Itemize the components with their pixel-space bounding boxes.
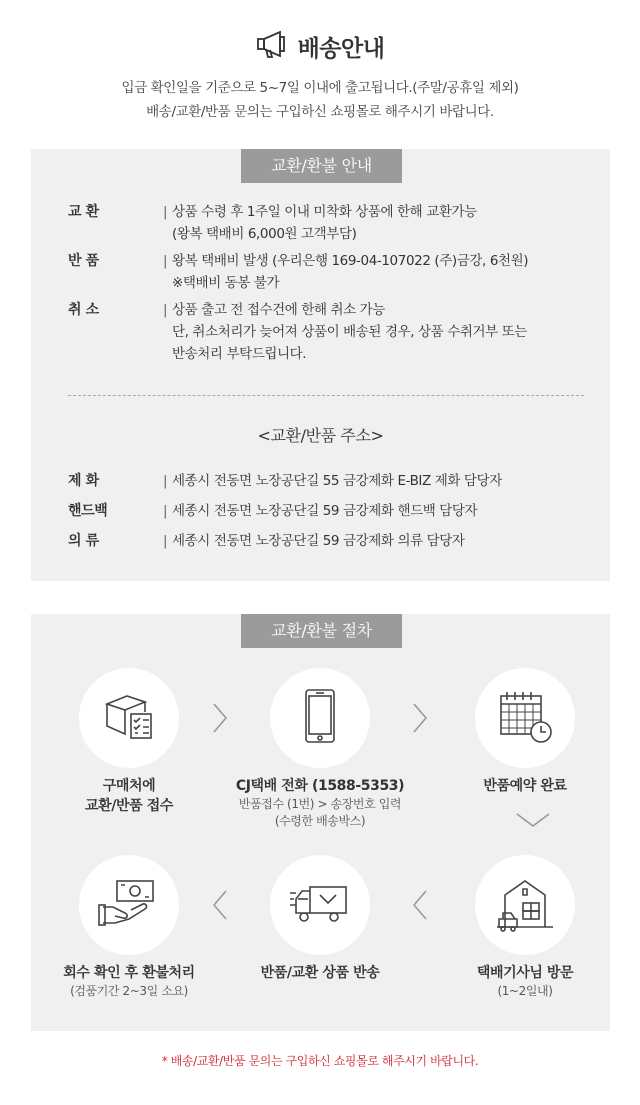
step-label: 택배기사님 방문 — [476, 965, 574, 981]
step-label: 교환/반품 접수 — [85, 798, 173, 814]
separator: | — [163, 204, 168, 220]
address-value: 세종시 전동면 노장공단길 59 금강제화 의류 담당자 — [172, 533, 465, 549]
step-label: 회수 확인 후 환불처리 — [63, 965, 195, 981]
policy-key: 반 품 — [68, 253, 99, 269]
step-6 — [49, 855, 209, 1000]
intro-text — [0, 76, 640, 124]
policy-line: 단, 취소처리가 늦어져 상품이 배송된 경우, 상품 수취거부 또는 — [172, 324, 527, 340]
policy-key: 교 환 — [68, 204, 99, 220]
step-circle — [475, 668, 575, 768]
step-2 — [225, 668, 415, 830]
policy-key: 취 소 — [68, 302, 99, 318]
policy-value — [168, 201, 588, 245]
megaphone-icon — [256, 29, 290, 63]
step-circle — [79, 855, 179, 955]
policy-value — [168, 299, 588, 365]
policy-line: ※택배비 동봉 불가 — [172, 275, 280, 291]
address-row-handbag — [68, 500, 588, 522]
intro-line-2: 배송/교환/반품 문의는 구입하신 쇼핑몰로 해주시기 바랍니다. — [146, 104, 494, 120]
address-value: 세종시 전동면 노장공단길 59 금강제화 핸드백 담당자 — [172, 503, 478, 519]
chevron-right-icon — [408, 698, 432, 738]
policy-value — [168, 250, 588, 294]
policy-row-return — [68, 250, 588, 294]
step-circle — [79, 668, 179, 768]
separator: | — [163, 533, 168, 549]
policy-list — [68, 201, 588, 370]
footnote: * 배송/교환/반품 문의는 구입하신 쇼핑몰로 해주시기 바랍니다. — [161, 1054, 479, 1068]
policy-line: 왕복 택배비 발생 (우리은행 169-04-107022 (주)금강, 6천원) — [172, 253, 529, 269]
address-value: 세종시 전동면 노장공단길 55 금강제화 E-BIZ 제화 담당자 — [172, 473, 502, 489]
policy-row-cancel — [68, 299, 588, 365]
page-title: 배송안내 — [297, 35, 385, 62]
step-circle — [270, 855, 370, 955]
address-title: <교환/반품 주소> — [257, 426, 384, 445]
step-label: 구매처에 — [102, 778, 156, 794]
separator: | — [163, 302, 168, 318]
dashed-divider — [68, 395, 584, 396]
separator: | — [163, 473, 168, 489]
chevron-left-icon — [208, 885, 232, 925]
step-label: 반품/교환 상품 반송 — [260, 965, 380, 981]
chevron-down-icon — [513, 808, 553, 832]
address-list — [68, 470, 588, 560]
step-circle — [475, 855, 575, 955]
refund-money-icon — [97, 871, 161, 939]
step-sub: (수령한 배송박스) — [274, 814, 366, 828]
policy-line: 반송처리 부탁드립니다. — [172, 346, 307, 362]
procedure-panel — [31, 614, 610, 1031]
exchange-info-tab: 교환/환불 안내 — [241, 149, 402, 183]
address-key: 제 화 — [68, 473, 99, 489]
step-3 — [455, 668, 595, 796]
chevron-left-icon — [408, 885, 432, 925]
address-row-shoes — [68, 470, 588, 492]
policy-line: (왕복 택배비 6,000원 고객부담) — [172, 226, 357, 242]
step-label: CJ택배 전화 (1588-5353) — [235, 778, 405, 794]
policy-line: 상품 수령 후 1주일 이내 미착화 상품에 한해 교환가능 — [172, 204, 477, 220]
delivery-truck-icon — [288, 871, 352, 939]
title-row — [0, 28, 640, 64]
address-key: 핸드백 — [68, 503, 108, 519]
procedure-tab: 교환/환불 절차 — [241, 614, 402, 648]
box-checklist-icon — [97, 684, 161, 752]
shipping-header — [0, 28, 640, 124]
separator: | — [163, 253, 168, 269]
step-sub: (1~2일내) — [497, 984, 553, 998]
separator: | — [163, 503, 168, 519]
intro-line-1: 입금 확인일을 기준으로 5~7일 이내에 출고됩니다.(주말/공휴일 제외) — [121, 80, 519, 96]
step-sub: (검품기간 2~3일 소요) — [70, 984, 188, 998]
step-label: 반품예약 완료 — [483, 778, 567, 794]
step-circle — [270, 668, 370, 768]
address-key: 의 류 — [68, 533, 99, 549]
step-1 — [59, 668, 199, 816]
policy-row-exchange — [68, 201, 588, 245]
step-5 — [245, 855, 395, 983]
smartphone-icon — [288, 684, 352, 752]
delivery-warehouse-icon — [493, 871, 557, 939]
address-row-clothing — [68, 530, 588, 552]
step-sub: 반품접수 (1번) > 송장번호 입력 — [238, 797, 402, 811]
policy-line: 상품 출고 전 접수건에 한해 취소 가능 — [172, 302, 385, 318]
calendar-clock-icon — [493, 684, 557, 752]
step-4 — [455, 855, 595, 1000]
exchange-info-panel — [31, 149, 610, 581]
